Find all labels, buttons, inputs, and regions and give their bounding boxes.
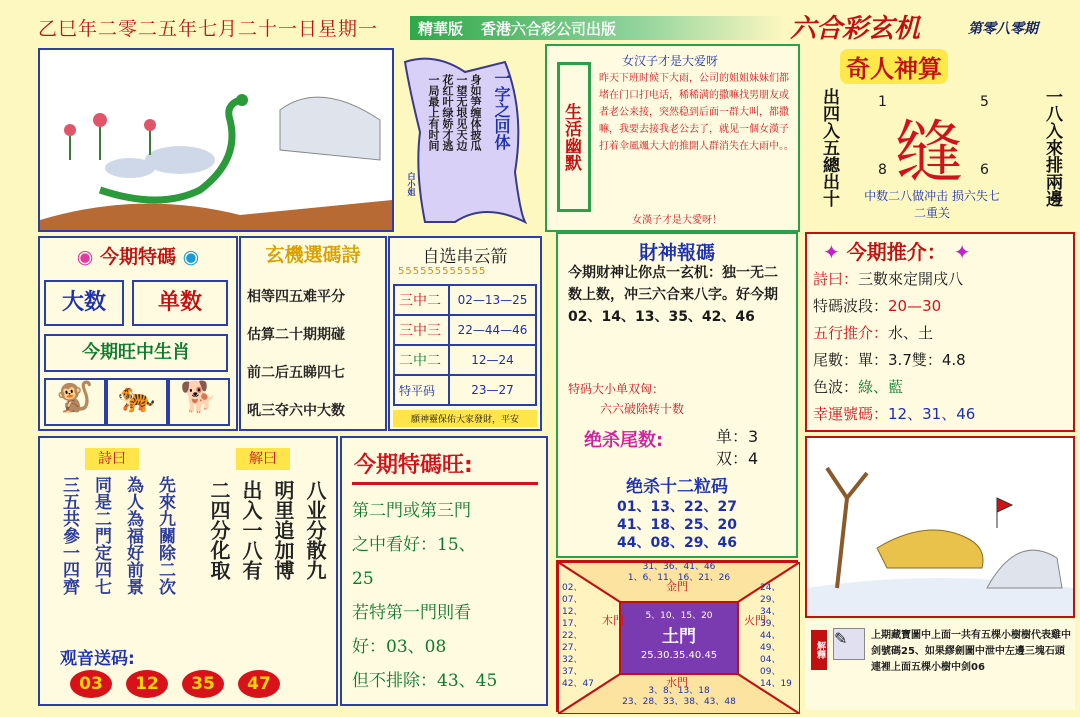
guanyin-label: 观音送码:	[60, 649, 135, 669]
oracle-left: 出四入五總出十	[819, 88, 839, 207]
recommend-row: 尾數：單：3.7雙：4.8	[813, 351, 966, 369]
dot-right-icon: ◉	[176, 246, 200, 268]
xuanji-panel	[239, 236, 387, 431]
gate-left-label: 木門	[602, 614, 624, 627]
xuanji-row-1: 相等四五难平分	[247, 289, 345, 305]
xuanji-row-4: 吼三夺六中大数	[247, 403, 345, 419]
humor-label: 生活幽默	[557, 62, 591, 212]
wang-line: 第二門或第三門	[352, 501, 471, 521]
answer-label: 解曰	[236, 448, 290, 470]
gate-bottom-nums: 3、8、13、18 23、28、33、38、43、48	[622, 686, 736, 707]
wealth-text: 今期财神让你点一玄机：独一无二数上数，冲三六合来八字。好今期02、14、13、35、42、46	[568, 265, 778, 325]
scroll-title: 一字之回体	[492, 70, 511, 150]
oracle-num-3: 8	[878, 162, 887, 178]
recommend-title	[823, 236, 970, 265]
scroll-stamp: 白小姐	[407, 172, 417, 196]
gate-left-nums: 02、07、12、17、22、27、32、37、42、47	[562, 583, 594, 689]
issue-number: 第零八零期	[968, 21, 1038, 37]
header-date: 乙巳年二零二五年七月二十一日星期一	[38, 18, 379, 40]
wang-title: 今期特碼旺:	[354, 453, 473, 478]
wang-divider	[352, 482, 538, 485]
wang-line: 但不排除：43、45	[352, 671, 498, 691]
snake-illustration	[38, 48, 394, 232]
oracle-bottom: 中数二八做冲击 损六失七二重关	[864, 189, 1000, 220]
kill12-list	[558, 498, 796, 552]
arrows-row	[394, 285, 536, 315]
arrows-title: 自选串云箭	[422, 247, 508, 267]
humor-panel	[545, 44, 800, 232]
guanyin-pill: 35	[182, 670, 224, 698]
snake-picture	[40, 50, 392, 230]
wang-line: 若特第一門則看	[352, 603, 471, 623]
arrows-key: 三中三	[394, 315, 449, 345]
recommend-row: 詩曰：三數來定開戌八	[813, 270, 964, 288]
zodiac-title: 今期旺中生肖	[44, 334, 228, 372]
gate-bottom-label: 水門	[666, 676, 688, 689]
special-title-text: 今期特碼	[99, 246, 176, 268]
oracle-panel	[810, 44, 1075, 229]
publisher-label: 香港六合彩公司出版	[481, 20, 617, 38]
sparkle-icon: ✦	[823, 240, 847, 264]
monkey-icon: 🐒	[44, 378, 106, 426]
scroll-line-1: 身如笋缠体披瓜	[469, 74, 482, 151]
scroll-line-2: 一望无垠见天边	[455, 74, 468, 151]
oracle-num-4: 6	[980, 162, 989, 178]
poem-panel	[38, 436, 338, 706]
dog-icon: 🐕	[168, 378, 230, 426]
wealth-line2: 特码大小单双匈：	[568, 382, 665, 396]
gates-panel	[556, 560, 798, 712]
arrows-key: 二中二	[394, 345, 449, 375]
humor-footer: 女漢子才是大愛呀！	[632, 215, 722, 226]
wealth-title: 財神報碼	[638, 242, 715, 264]
kill12-title: 绝杀十二粒码	[626, 477, 728, 497]
pencil-icon: ✎	[833, 628, 865, 660]
guanyin-pill: 47	[238, 670, 280, 698]
treasure-illustration	[805, 436, 1075, 618]
guanyin-pills	[70, 670, 294, 698]
poem-col-3: 同是二門定四七	[91, 476, 111, 595]
gate-center-label: 土門	[662, 627, 696, 647]
answer-col-3: 出入一八有	[239, 480, 263, 580]
wang-panel	[340, 436, 548, 706]
treasure-picture	[807, 438, 1073, 616]
big-number-box: 大数	[44, 280, 124, 326]
xuanji-title: 玄機選碼詩	[265, 244, 361, 266]
arrows-value: 23—27	[449, 375, 536, 405]
recommend-title-text: 今期推介：	[846, 240, 947, 264]
dot-left-icon: ◉	[76, 246, 100, 268]
poem-label: 詩曰	[85, 448, 139, 470]
arrows-panel	[388, 236, 542, 431]
wang-lines	[352, 494, 497, 698]
special-panel	[38, 236, 238, 431]
recommend-row: 特碼波段：20—30	[813, 297, 942, 315]
recommend-rows	[813, 266, 1075, 428]
wealth-panel	[556, 232, 798, 558]
kill12-row: 44、08、29、46	[617, 535, 737, 551]
oracle-character: 缝	[895, 114, 964, 193]
arrows-decoration: 555555555555	[398, 266, 487, 277]
wang-line: 好：03、08	[352, 637, 447, 657]
gate-right-nums: 24、29、34、39、44、49、04、09、14、19	[760, 583, 792, 689]
footer-badge: 解釋	[811, 630, 827, 670]
guanyin-pill: 12	[126, 670, 168, 698]
special-title	[40, 242, 236, 269]
recommend-row: 色波：綠、藍	[813, 378, 904, 396]
recommend-panel	[805, 232, 1075, 432]
answer-col-2: 明里追加博	[271, 480, 295, 580]
arrows-key: 特平码	[394, 375, 449, 405]
gate-top-nums: 31、36、41、46 1、6、11、16、21、26	[627, 562, 731, 583]
scroll-panel	[395, 52, 535, 232]
arrows-value: 22—44—46	[449, 315, 536, 345]
arrows-row	[394, 345, 536, 375]
footer-text: 上期藏寶圖中上面一共有五棵小樹樹代表雞中剑號碼25、如果繆劍圖中泄中左邊三塊石頭連裡上面五棵小樹中剑06	[871, 630, 1071, 673]
arrows-row	[394, 375, 536, 405]
header-banner	[410, 16, 785, 40]
gate-center-nums: 25.30.35.40.45	[640, 650, 718, 661]
gate-center-top: 5、10、15、20	[645, 611, 713, 621]
recommend-row: 幸運號碼：12、31、46	[813, 405, 976, 423]
arrows-table	[393, 284, 537, 406]
tiger-icon: 🐅	[106, 378, 168, 426]
gate-top-label: 金門	[666, 580, 688, 593]
poem-col-1: 先來九關除二次	[155, 476, 175, 595]
brand-title: 六合彩玄机	[790, 14, 921, 44]
kill12-row: 01、13、22、27	[617, 499, 737, 515]
answer-col-4: 二四分化取	[207, 480, 231, 580]
scroll-line-4: 一局最上有时间	[427, 74, 440, 151]
xuanji-rows	[247, 278, 345, 430]
xuanji-row-3: 前二后五睇四七	[247, 365, 345, 381]
sparkle-icon: ✦	[946, 240, 971, 264]
oracle-num-2: 5	[980, 94, 989, 110]
arrows-value: 12—24	[449, 345, 536, 375]
oracle-num-1: 1	[878, 94, 887, 110]
answer-col-1: 八业分散九	[303, 480, 327, 580]
arrows-key: 三中二	[394, 285, 449, 315]
arrows-row	[394, 315, 536, 345]
edition-label: 精華版	[418, 20, 464, 38]
xuanji-row-2: 估算二十期期碰	[247, 327, 345, 343]
odd-number-box: 单数	[132, 280, 228, 326]
footer-panel	[805, 620, 1075, 710]
humor-title: 女汉子才是大爱呀	[622, 54, 719, 68]
wang-line: 25	[352, 569, 374, 589]
wealth-line3: 六六破除转十数	[600, 402, 685, 416]
scroll-line-3: 花红叶绿娇才逃	[441, 74, 454, 151]
oracle-right: 一八入來排兩邊	[1042, 88, 1062, 207]
poem-col-2: 為人為福好前景	[123, 476, 143, 595]
kill-tail-single: 单：3	[716, 427, 759, 446]
wang-line: 之中看好：15、	[352, 535, 476, 555]
humor-body: 昨天下班时候下大雨，公司的姐姐妹妹们都堵在门口打电话，稀稀满的撒嘛找男朋友或者老公来接，突然稳到后面一群大叫，都撒嘛，我要去接我老公去了，就见一個女漢子打着伞風颯大大的推開人群消失在大雨中。。	[599, 73, 794, 152]
arrows-value: 02—13—25	[449, 285, 536, 315]
arrows-footer: 願神靈保佑大家發財，平安	[393, 410, 537, 427]
guanyin-pill: 03	[70, 670, 112, 698]
oracle-title: 奇人神算	[840, 49, 948, 84]
kill-tail-label: 绝杀尾数:	[584, 430, 664, 451]
kill12-row: 41、18、25、20	[617, 517, 737, 533]
recommend-row: 五行推介：水、土	[813, 324, 934, 342]
poem-col-4: 三五共參一四齊	[59, 476, 79, 595]
gate-right-label: 火門	[744, 614, 766, 627]
kill-tail-double: 双：4	[716, 449, 759, 468]
